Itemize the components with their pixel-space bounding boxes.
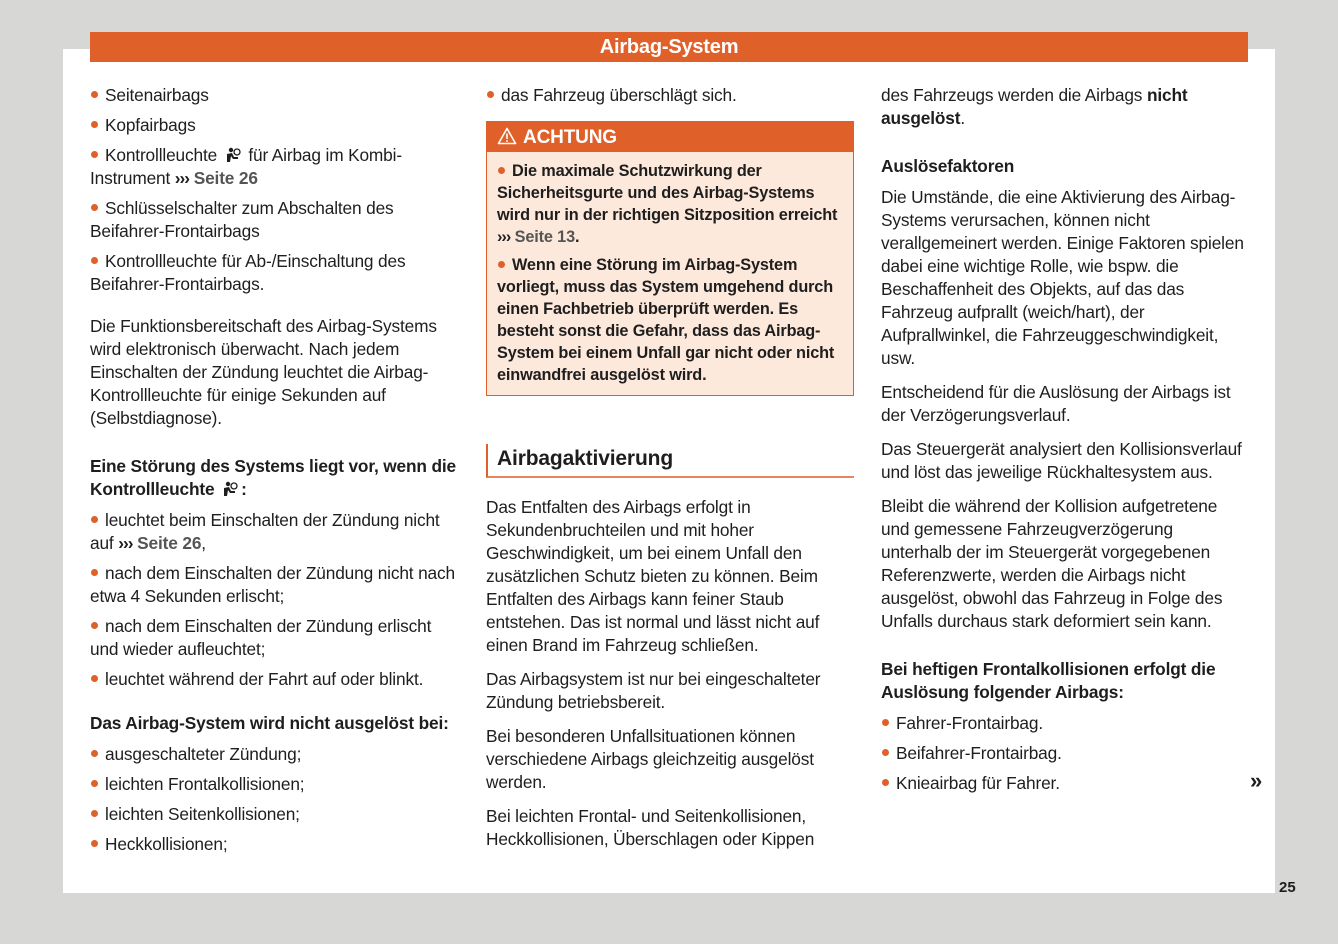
bullet-icon (91, 569, 98, 576)
page-number: 25 (1279, 879, 1296, 896)
list-item: nach dem Einschalten der Zündung nicht nach etwa 4 Sekunden erlischt; (90, 563, 455, 606)
paragraph: Bei leichten Frontal- und Seitenkollisionen, Heckkollisionen, Überschlagen oder Kippen (486, 806, 815, 849)
list-item: nach dem Einschalten der Zündung erlischt und wieder aufleuchtet; (90, 616, 432, 659)
list-item: Kopfairbags (90, 114, 462, 137)
warning-box (486, 121, 854, 396)
list-item: leichten Frontalkollisionen; (90, 773, 462, 796)
bullet-icon (882, 779, 889, 786)
bullet-icon (91, 810, 98, 817)
bullet-icon (91, 151, 98, 158)
airbag-warning-icon (221, 481, 239, 498)
chapter-header: Airbag-System (90, 32, 1248, 62)
bullet-icon (487, 91, 494, 98)
list-item: ausgeschalteter Zündung; (90, 743, 462, 766)
paragraph: Bei besonderen Unfallsituationen können verschiedene Airbags gleichzeitig ausgelöst werden. (486, 726, 814, 792)
paragraph: Das Airbagsystem ist nur bei eingeschalteter Zündung betriebsbereit. (486, 669, 821, 712)
column-1 (90, 84, 462, 863)
section-title: Airbagaktivierung (486, 444, 854, 478)
warning-item: Wenn eine Störung im Airbag-System vorliegt, muss das System umgehend durch einen Fachbetrieb überprüft werden. Es besteht sonst die Gefahr, dass das Airbag-System bei einem Unfall gar nicht oder nicht einwandfrei ausgelöst wird. (497, 256, 835, 384)
paragraph: Das Steuergerät analysiert den Kollisionsverlauf und löst das jeweilige Rückhaltesystem aus. (881, 439, 1242, 482)
subheading: Auslösefaktoren (881, 156, 1015, 176)
bullet-icon (498, 261, 505, 268)
subheading: Bei heftigen Frontalkollisionen erfolgt die Auslösung folgender Airbags: (881, 659, 1216, 702)
bullet-icon (91, 675, 98, 682)
paragraph: Bleibt die während der Kollision aufgetretene und gemessene Fahrzeugverzögerung unterhalb der im Steuergerät vorgegebenen Referenzwerte, werden die Airbags nicht ausgelöst, obwohl das Fahrzeug in Folge des Unfalls durchaus stark deformiert sein kann. (881, 496, 1223, 631)
bullet-icon (91, 257, 98, 264)
list-item: Fahrer-Frontairbag. (881, 712, 1247, 735)
bullet-icon (882, 719, 889, 726)
bullet-icon (91, 516, 98, 523)
list-item: Schlüsselschalter zum Abschalten des Beifahrer-Frontairbags (90, 198, 394, 241)
bullet-icon (498, 167, 505, 174)
bullet-icon (91, 204, 98, 211)
bullet-icon (91, 121, 98, 128)
subheading: Das Airbag-System wird nicht ausgelöst bei: (90, 713, 449, 733)
warning-triangle-icon (497, 127, 517, 145)
paragraph: Die Funktionsbereitschaft des Airbag-Systems wird elektronisch überwacht. Nach jedem Einschalten der Zündung leuchtet die Airbag-Kontrollleuchte für einige Sekunden auf (Selbstdiagnose). (90, 316, 437, 428)
list-item: Kontrollleuchte für Airbag im Kombi-Instrument ››› Seite 26 (90, 145, 402, 188)
list-item: Heckkollisionen; (90, 833, 462, 856)
subheading: Eine Störung des Systems liegt vor, wenn die Kontrollleuchte : (90, 456, 457, 499)
list-item: das Fahrzeug überschlägt sich. (486, 84, 854, 107)
warning-header (487, 122, 853, 152)
paragraph: Entscheidend für die Auslösung der Airbags ist der Verzögerungsverlauf. (881, 382, 1231, 425)
page-link[interactable]: ››› Seite 13 (497, 228, 575, 246)
bullet-icon (91, 622, 98, 629)
bullet-icon (91, 840, 98, 847)
bullet-icon (91, 750, 98, 757)
list-item: Kontrollleuchte für Ab-/Einschaltung des Beifahrer-Frontairbags. (90, 251, 406, 294)
page-link[interactable]: ››› Seite 26 (118, 533, 202, 553)
list-item: Beifahrer-Frontairbag. (881, 742, 1247, 765)
warning-item: Die maximale Schutzwirkung der Sicherheitsgurte und des Airbag-Systems wird nur in der richtigen Sitzposition erreicht ››› Seite 13. (497, 162, 838, 246)
warning-title: ACHTUNG (523, 127, 617, 148)
bullet-icon (91, 780, 98, 787)
list-item: leuchtet beim Einschalten der Zündung nicht auf ››› Seite 26, (90, 510, 440, 553)
paragraph: des Fahrzeugs werden die Airbags nicht ausgelöst. (881, 85, 1188, 128)
continue-marker-icon: » (1250, 768, 1263, 793)
page-link[interactable]: ››› Seite 26 (174, 168, 258, 188)
column-2 (486, 84, 854, 862)
airbag-warning-icon (224, 147, 242, 164)
list-item: Knieairbag für Fahrer. (881, 772, 1247, 795)
column-3 (881, 84, 1247, 802)
list-item: Seitenairbags (90, 84, 462, 107)
paragraph: Das Entfalten des Airbags erfolgt in Sekundenbruchteilen und mit hoher Geschwindigkeit, um bei einem Unfall den zusätzlichen Schutz bieten zu können. Beim Entfalten des Airbags kann feiner Staub entstehen. Das ist normal und lässt nicht auf einen Brand im Fahrzeug schließen. (486, 497, 820, 655)
list-item: leichten Seitenkollisionen; (90, 803, 462, 826)
bullet-icon (882, 749, 889, 756)
bullet-icon (91, 91, 98, 98)
paragraph: Die Umstände, die eine Aktivierung des Airbag-Systems verursachen, können nicht verallgemeinert werden. Einige Faktoren spielen dabei eine wichtige Rolle, wie bspw. die Beschaffenheit des Objekts, auf das das Fahrzeug aufprallt (weich/hart), der Aufprallwinkel, die Fahrzeuggeschwindigkeit, usw. (881, 187, 1244, 368)
list-item: leuchtet während der Fahrt auf oder blinkt. (90, 668, 462, 691)
